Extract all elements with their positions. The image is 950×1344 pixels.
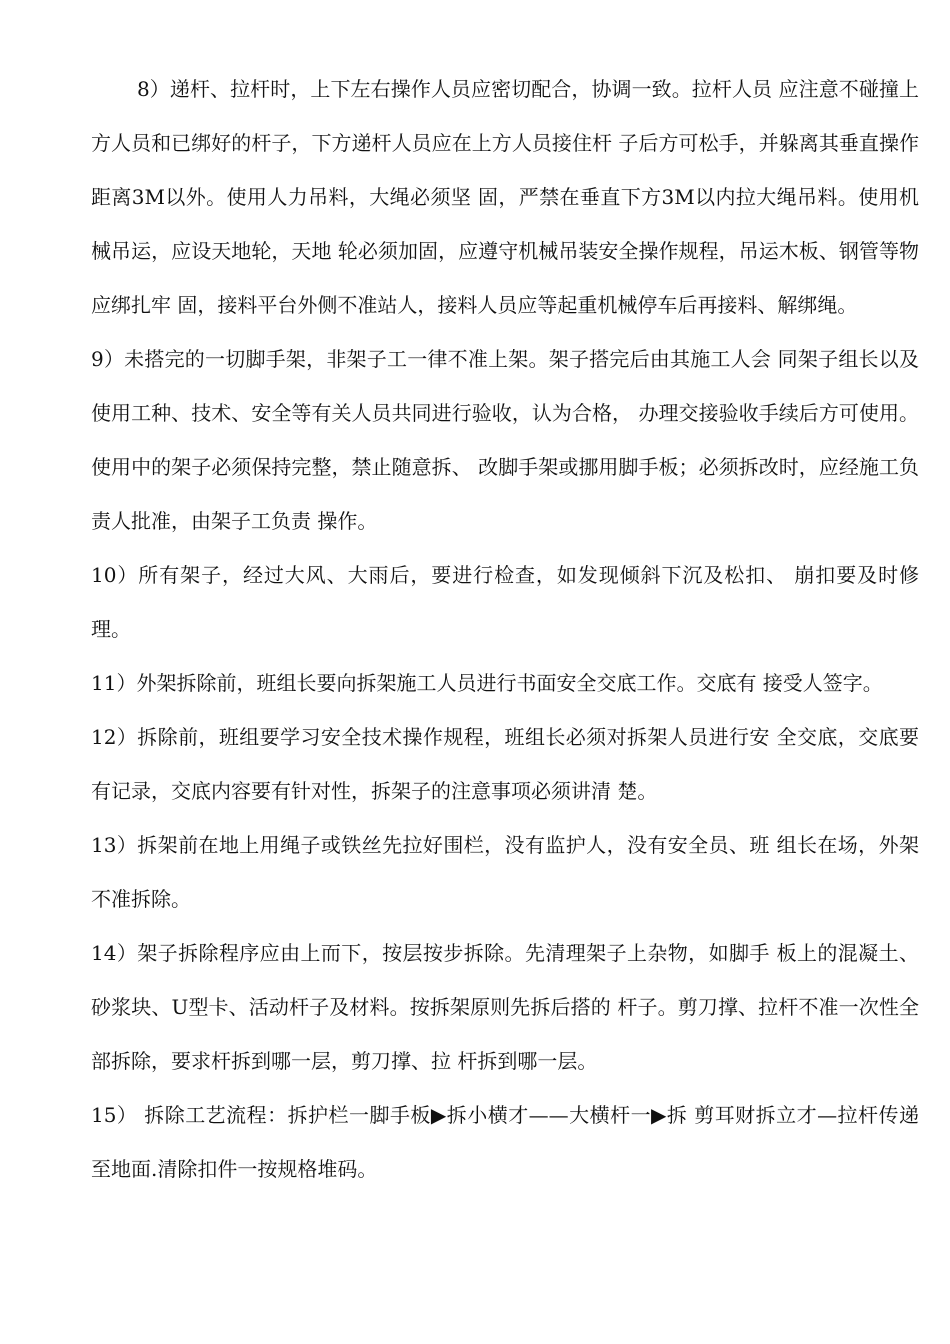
paragraph-9: 9）未搭完的一切脚手架，非架子工一律不准上架。架子搭完后由其施工人会 同架子组长以及使用工种、技术、安全等有关人员共同进行验收，认为合格， 办理交接验收手续后方可使用。使用中的架子必须保持完整，禁止随意拆、 改脚手架或挪用脚手板；必须拆改时，应经施工负责人批准，由架子工负责 操作。 xyxy=(91,347,919,533)
document-page xyxy=(91,62,919,1196)
paragraph-8: 8）递杆、拉杆时，上下左右操作人员应密切配合，协调一致。拉杆人员 应注意不碰撞上方人员和已绑好的杆子，下方递杆人员应在上方人员接住杆 子后方可松手，并躲离其垂直操作距离3M以外。使用人力吊料，大绳必须坚 固，严禁在垂直下方3M以内拉大绳吊料。使用机械吊运，应设天地轮，天地 轮必须加固，应遵守机械吊装安全操作规程，吊运木板、钢管等物应绑扎牢 固，接料平台外侧不准站人，接料人员应等起重机械停车后再接料、解绑绳。 xyxy=(91,77,919,317)
paragraph-15: 15） 拆除工艺流程：拆护栏一脚手板▶拆小横才——大横杆一▶拆 剪耳财拆立才—拉杆传递至地面.清除扣件一按规格堆码。 xyxy=(91,1103,919,1181)
paragraph-12: 12）拆除前，班组要学习安全技术操作规程，班组长必须对拆架人员进行安 全交底，交底要有记录，交底内容要有针对性，拆架子的注意事项必须讲清 楚。 xyxy=(91,725,919,803)
paragraph-11: 11）外架拆除前，班组长要向拆架施工人员进行书面安全交底工作。交底有 接受人签字。 xyxy=(91,671,883,695)
paragraph-13: 13）拆架前在地上用绳子或铁丝先拉好围栏，没有监护人，没有安全员、班 组长在场，外架不准拆除。 xyxy=(91,833,919,911)
paragraph-14: 14）架子拆除程序应由上而下，按层按步拆除。先清理架子上杂物，如脚手 板上的混凝土、砂浆块、U型卡、活动杆子及材料。按拆架原则先拆后搭的 杆子。剪刀撑、拉杆不准一次性全部拆除，要求杆拆到哪一层，剪刀撑、拉 杆拆到哪一层。 xyxy=(91,941,919,1073)
paragraph-10: 10）所有架子，经过大风、大雨后，要进行检查，如发现倾斜下沉及松扣、 崩扣要及时修理。 xyxy=(91,563,919,641)
